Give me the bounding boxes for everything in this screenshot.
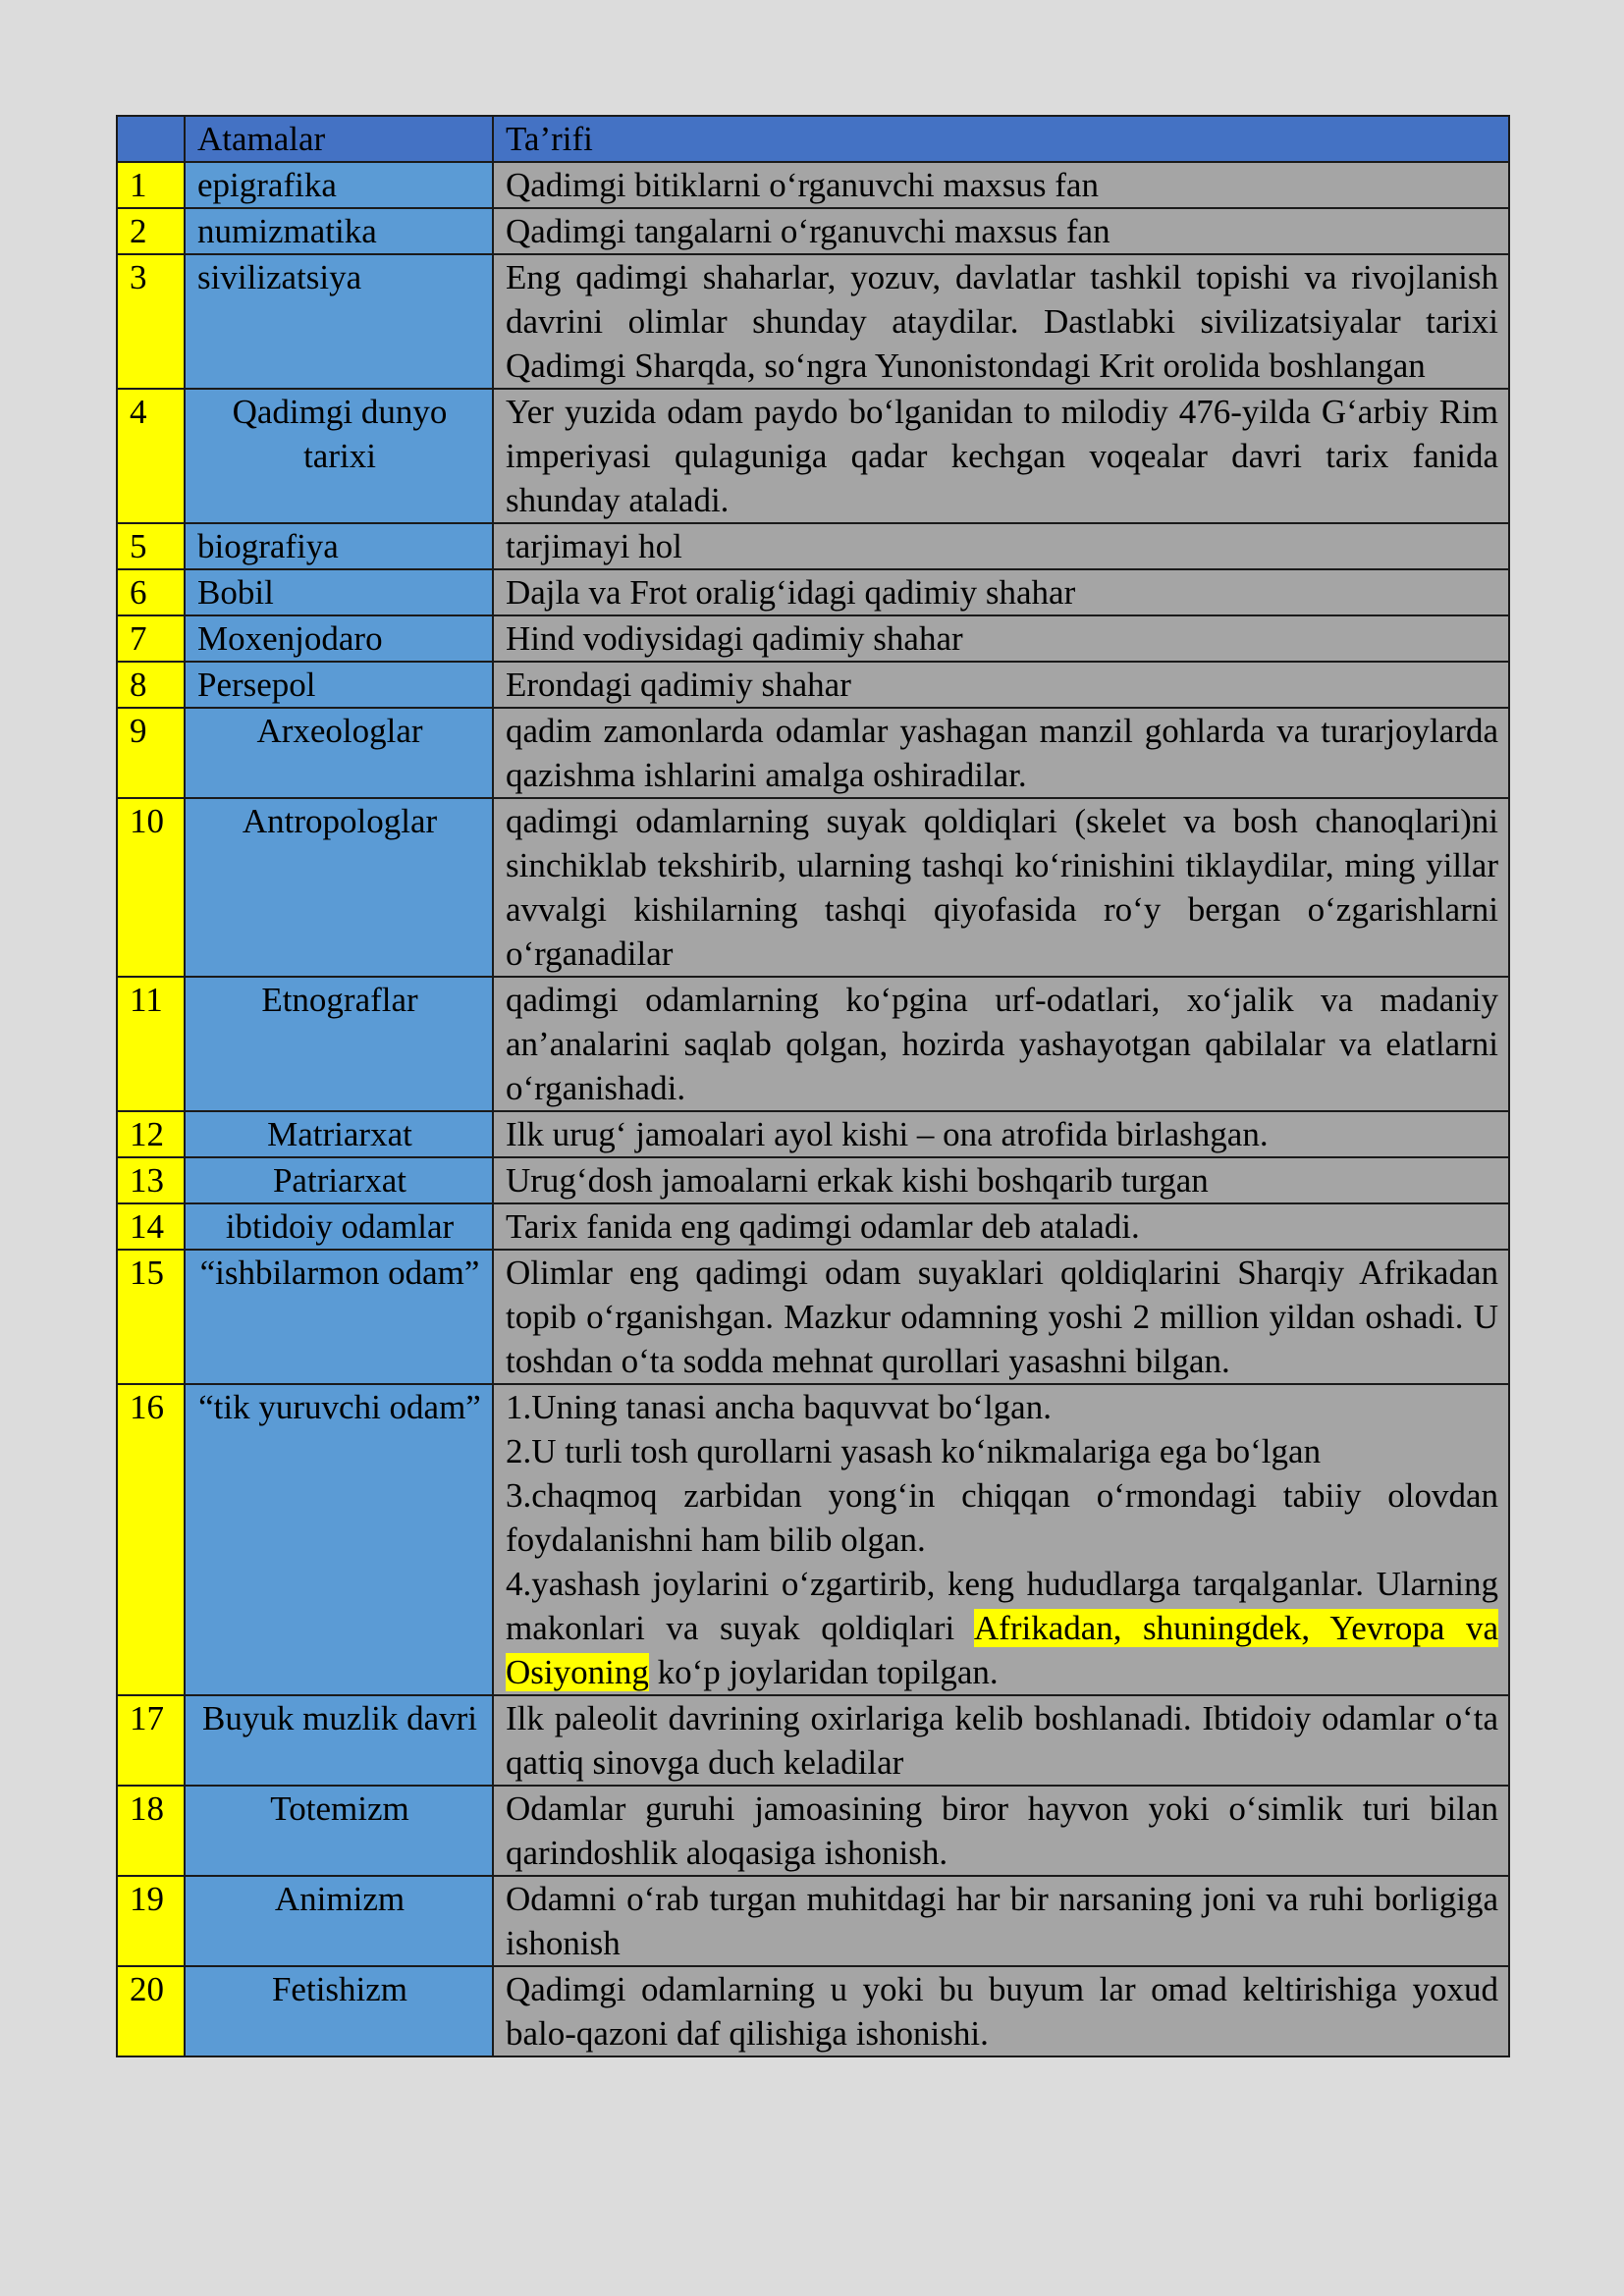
table-row xyxy=(117,1695,1509,1786)
term-cell: Moxenjodaro xyxy=(185,615,493,662)
term-cell: Persepol xyxy=(185,662,493,708)
term-cell: Etnograflar xyxy=(185,977,493,1111)
row-number-cell: 13 xyxy=(117,1157,185,1203)
definition-text: ko‘p joylaridan topilgan. xyxy=(648,1653,999,1691)
definition-cell: Qadimgi tangalarni o‘rganuvchi maxsus fan xyxy=(493,208,1509,254)
table-row xyxy=(117,1250,1509,1384)
header-number-cell xyxy=(117,116,185,162)
table-row xyxy=(117,208,1509,254)
table-row xyxy=(117,569,1509,615)
term-cell: biografiya xyxy=(185,523,493,569)
table-row xyxy=(117,798,1509,977)
table-header-row xyxy=(117,116,1509,162)
definition-line: 3.chaqmoq zarbidan yong‘in chiqqan o‘rmondagi tabiiy olovdan foydalanishni ham bilib olgan. xyxy=(506,1476,1498,1559)
table-row xyxy=(117,708,1509,798)
row-number-cell: 19 xyxy=(117,1876,185,1966)
definition-cell: Urug‘dosh jamoalarni erkak kishi boshqarib turgan xyxy=(493,1157,1509,1203)
term-cell: Patriarxat xyxy=(185,1157,493,1203)
row-number-cell: 4 xyxy=(117,389,185,523)
row-number-cell: 16 xyxy=(117,1384,185,1695)
row-number-cell: 10 xyxy=(117,798,185,977)
term-cell: Matriarxat xyxy=(185,1111,493,1157)
term-cell: sivilizatsiya xyxy=(185,254,493,389)
row-number-cell: 6 xyxy=(117,569,185,615)
term-cell: Animizm xyxy=(185,1876,493,1966)
table-body xyxy=(117,162,1509,2056)
row-number-cell: 14 xyxy=(117,1203,185,1250)
highlighted-text: Afrikadan, shuningdek, Yevropa va Osiyoning xyxy=(506,1609,1498,1691)
definition-line: 1.Uning tanasi ancha baquvvat bo‘lgan. xyxy=(506,1388,1052,1426)
definition-cell: Hind vodiysidagi qadimiy shahar xyxy=(493,615,1509,662)
definition-cell: Qadimgi bitiklarni o‘rganuvchi maxsus fan xyxy=(493,162,1509,208)
table-row xyxy=(117,254,1509,389)
row-number-cell: 1 xyxy=(117,162,185,208)
definition-cell: qadim zamonlarda odamlar yashagan manzil gohlarda va turarjoylarda qazishma ishlarini amalga oshiradilar. xyxy=(493,708,1509,798)
table-row xyxy=(117,1111,1509,1157)
definition-text: 4.yashash joylarini o‘zgartirib, keng hududlarga tarqalganlar. Ularning makonlari va suyak qoldiqlari xyxy=(506,1565,1498,1647)
definition-cell: Odamlar guruhi jamoasining biror hayvon yoki o‘simlik turi bilan qarindoshlik aloqasiga ishonish. xyxy=(493,1786,1509,1876)
glossary-table xyxy=(116,115,1510,2057)
row-number-cell: 3 xyxy=(117,254,185,389)
term-cell: Bobil xyxy=(185,569,493,615)
row-number-cell: 9 xyxy=(117,708,185,798)
row-number-cell: 18 xyxy=(117,1786,185,1876)
definition-cell xyxy=(493,1384,1509,1695)
row-number-cell: 17 xyxy=(117,1695,185,1786)
term-cell: Buyuk muzlik davri xyxy=(185,1695,493,1786)
table-row xyxy=(117,1384,1509,1695)
definition-cell: Qadimgi odamlarning u yoki bu buyum lar omad keltirishiga yoxud balo-qazoni daf qilishiga ishonishi. xyxy=(493,1966,1509,2056)
definition-cell: Odamni o‘rab turgan muhitdagi har bir narsaning joni va ruhi borligiga ishonish xyxy=(493,1876,1509,1966)
term-cell: Antropologlar xyxy=(185,798,493,977)
table-row xyxy=(117,1966,1509,2056)
definition-line xyxy=(506,1562,1498,1694)
definition-cell: Yer yuzida odam paydo bo‘lganidan to milodiy 476-yilda G‘arbiy Rim imperiyasi qulaguniga qadar kechgan voqealar davri tarix fanida shunday ataladi. xyxy=(493,389,1509,523)
term-cell: “ishbilarmon odam” xyxy=(185,1250,493,1384)
row-number-cell: 11 xyxy=(117,977,185,1111)
term-cell: Fetishizm xyxy=(185,1966,493,2056)
table-row xyxy=(117,977,1509,1111)
row-number-cell: 15 xyxy=(117,1250,185,1384)
definition-cell: tarjimayi hol xyxy=(493,523,1509,569)
table-row xyxy=(117,162,1509,208)
definition-cell: Eng qadimgi shaharlar, yozuv, davlatlar tashkil topishi va rivojlanish davrini olimlar shunday ataydilar. Dastlabki sivilizatsiyalar tarixi Qadimgi Sharqda, so‘ngra Yunonistondagi Krit orolida boshlangan xyxy=(493,254,1509,389)
header-term-cell: Atamalar xyxy=(185,116,493,162)
table-row xyxy=(117,662,1509,708)
table-row xyxy=(117,1786,1509,1876)
table-row xyxy=(117,389,1509,523)
definition-cell: Tarix fanida eng qadimgi odamlar deb ataladi. xyxy=(493,1203,1509,1250)
term-cell: “tik yuruvchi odam” xyxy=(185,1384,493,1695)
definition-cell: Erondagi qadimiy shahar xyxy=(493,662,1509,708)
term-cell: ibtidoiy odamlar xyxy=(185,1203,493,1250)
definition-cell: Ilk paleolit davrining oxirlariga kelib boshlanadi. Ibtidoiy odamlar o‘ta qattiq sinovga duch keladilar xyxy=(493,1695,1509,1786)
table-row xyxy=(117,1203,1509,1250)
term-cell: Arxeologlar xyxy=(185,708,493,798)
table-row xyxy=(117,523,1509,569)
row-number-cell: 5 xyxy=(117,523,185,569)
table-row xyxy=(117,1157,1509,1203)
header-definition-cell: Ta’rifi xyxy=(493,116,1509,162)
row-number-cell: 20 xyxy=(117,1966,185,2056)
row-number-cell: 2 xyxy=(117,208,185,254)
term-cell: epigrafika xyxy=(185,162,493,208)
definition-cell: Olimlar eng qadimgi odam suyaklari qoldiqlarini Sharqiy Afrikadan topib o‘rganishgan. Mazkur odamning yoshi 2 million yildan oshadi. U toshdan o‘ta sodda mehnat qurollari yasashni bilgan. xyxy=(493,1250,1509,1384)
row-number-cell: 12 xyxy=(117,1111,185,1157)
term-cell: Qadimgi dunyo tarixi xyxy=(185,389,493,523)
table-row xyxy=(117,1876,1509,1966)
term-cell: numizmatika xyxy=(185,208,493,254)
row-number-cell: 7 xyxy=(117,615,185,662)
term-cell: Totemizm xyxy=(185,1786,493,1876)
definition-line: 2.U turli tosh qurollarni yasash ko‘nikmalariga ega bo‘lgan xyxy=(506,1432,1322,1470)
definition-cell: Dajla va Frot oralig‘idagi qadimiy shahar xyxy=(493,569,1509,615)
definition-cell: qadimgi odamlarning ko‘pgina urf-odatlari, xo‘jalik va madaniy an’analarini saqlab qolgan, hozirda yashayotgan qabilalar va elatlarni o‘rganishadi. xyxy=(493,977,1509,1111)
table-row xyxy=(117,615,1509,662)
definition-cell: Ilk urug‘ jamoalari ayol kishi – ona atrofida birlashgan. xyxy=(493,1111,1509,1157)
row-number-cell: 8 xyxy=(117,662,185,708)
definition-cell: qadimgi odamlarning suyak qoldiqlari (skelet va bosh chanoqlari)ni sinchiklab tekshirib, ularning tashqi ko‘rinishini tiklaydilar, ming yillar avvalgi kishilarning tashqi qiyofasida ro‘y bergan o‘zgarishlarni o‘rganadilar xyxy=(493,798,1509,977)
